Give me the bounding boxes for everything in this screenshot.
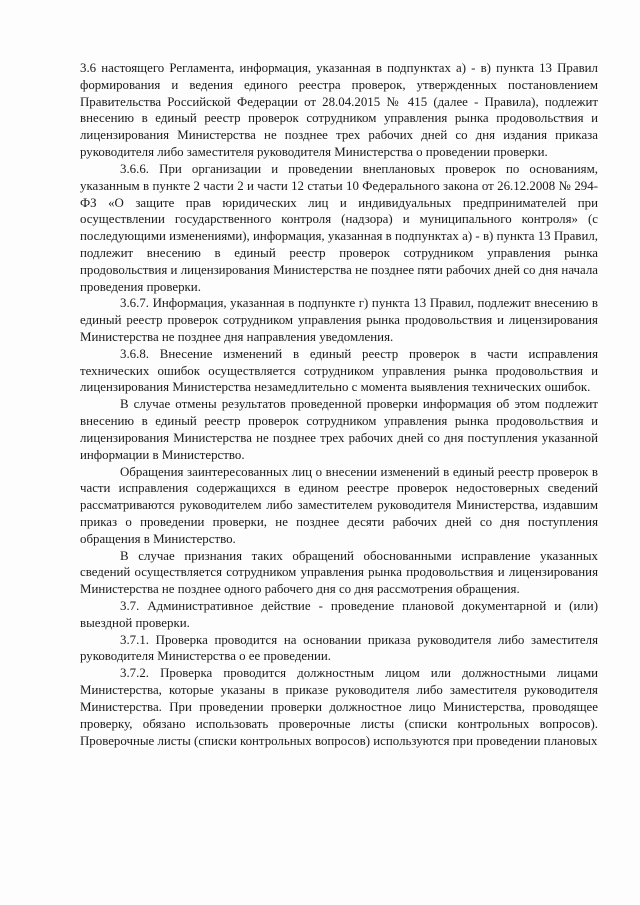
document-body bbox=[80, 60, 598, 749]
paragraph-3-7-2: 3.7.2. Проверка проводится должностным лицом или должностными лицами Министерства, которые указаны в приказе руководителя либо заместителя руководителя Министерства. При проведении проверки должностное лицо Министерства, проводящее проверку, обязано использовать проверочные листы (списки контрольных вопросов). Проверочные листы (списки контрольных вопросов) используются при проведении плановых bbox=[80, 666, 598, 748]
paragraph-3-6-8: 3.6.8. Внесение изменений в единый реестр проверок в части исправления технических ошибок осуществляется сотрудником управления рынка продовольствия и лицензирования Министерства незамедлительно с момента выявления технических ошибок. bbox=[80, 346, 598, 395]
paragraph-3-7: 3.7. Административное действие - проведение плановой документарной и (или) выездной проверки. bbox=[80, 599, 598, 630]
paragraph-appeals: Обращения заинтересованных лиц о внесении изменений в единый реестр проверок в части исправления содержащихся в едином реестре проверок недостоверных сведений рассматриваются руководителем либо заместителем руководителя Министерства, издавшим приказ о проведении проверки, не позднее десяти рабочих дней со дня поступления обращения в Министерство. bbox=[80, 464, 598, 546]
paragraph-cancellation: В случае отмены результатов проведенной проверки информация об этом подлежит внесению в единый реестр проверок сотрудником управления рынка продовольствия и лицензирования Министерства не позднее трех рабочих дней со дня поступления указанной информации в Министерство. bbox=[80, 397, 598, 462]
paragraph-correction: В случае признания таких обращений обоснованными исправление указанных сведений осуществляется сотрудником управления рынка продовольствия и лицензирования Министерства не позднее одного рабочего дня со дня рассмотрения обращения. bbox=[80, 548, 598, 597]
paragraph-3-6-6: 3.6.6. При организации и проведении внеплановых проверок по основаниям, указанным в пункте 2 части 2 и части 12 статьи 10 Федерального закона от 26.12.2008 № 294-ФЗ «О защите прав юридических лиц и индивидуальных предпринимателей при осуществлении государственного контроля (надзора) и муниципального контроля» (с последующими изменениями), информация, указанная в подпунктах а) - в) пункта 13 Правил, подлежит внесению в единый реестр проверок сотрудником управления рынка продовольствия и лицензирования Министерства не позднее пяти рабочих дней со дня начала проведения проверки. bbox=[80, 161, 598, 294]
paragraph-3-7-1: 3.7.1. Проверка проводится на основании приказа руководителя либо заместителя руководителя Министерства о ее проведении. bbox=[80, 632, 598, 664]
paragraph-continuation-3-6: 3.6 настоящего Регламента, информация, указанная в подпунктах а) - в) пункта 13 Правил формирования и ведения единого реестра проверок, утвержденных постановлением Правительства Российской Федерации от 28.04.2015 № 415 (далее - Правила), подлежит внесению в единый реестр проверок сотрудником управления рынка продовольствия и лицензирования Министерства не позднее трех рабочих дней со дня издания приказа руководителя либо заместителя руководителя Министерства о проведении проверки. bbox=[80, 61, 598, 160]
paragraph-3-6-7: 3.6.7. Информация, указанная в подпункте г) пункта 13 Правил, подлежит внесению в единый реестр проверок сотрудником управления рынка продовольствия и лицензирования Министерства не позднее дня направления уведомления. bbox=[80, 296, 598, 344]
